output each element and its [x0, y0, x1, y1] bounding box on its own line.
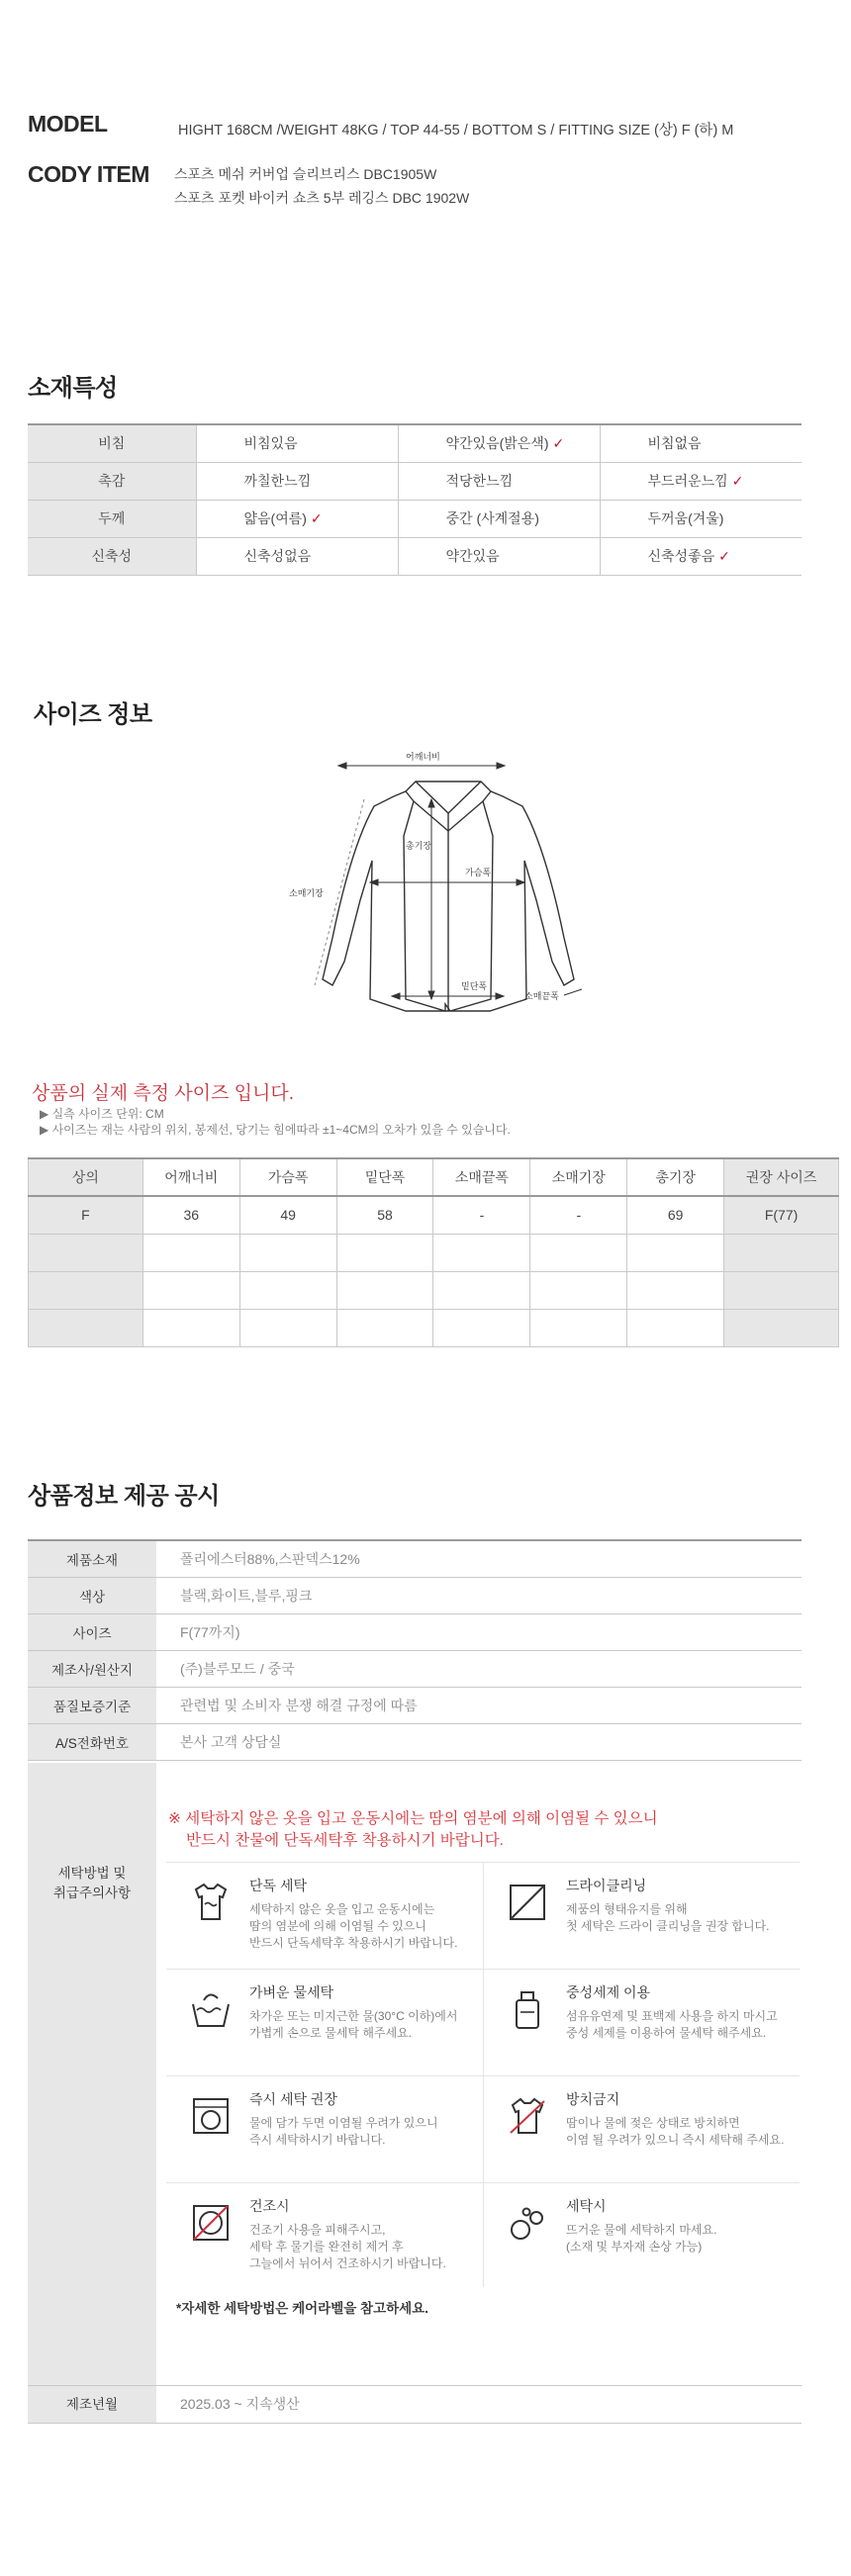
bubbles-icon: [505, 2200, 550, 2246]
material-row: [28, 537, 802, 575]
dry-cleaning-icon: [505, 1880, 550, 1925]
product-info-title: 상품정보 제공 공시: [28, 1483, 220, 1510]
product-info-value: 폴리에스터88%,스판덱스12%: [156, 1540, 802, 1577]
size-cell: [724, 1271, 839, 1309]
size-header-cell: 밑단폭: [336, 1158, 433, 1196]
product-info-row: [28, 1540, 802, 1577]
care-grid: [166, 1862, 800, 2287]
size-cell: -: [530, 1196, 627, 1234]
tshirt-wash-icon: [188, 1880, 234, 1925]
care-footnote: *자세한 세탁방법은 케어라벨을 참고하세요.: [176, 2301, 428, 2316]
care-item: [166, 2075, 483, 2182]
diagram-label-shoulder: 어깨너비: [406, 752, 440, 762]
material-option: [600, 500, 802, 537]
product-info-value: 본사 고객 상담실: [156, 1723, 802, 1760]
care-item-desc: 섬유유연제 및 표백제 사용을 하지 마시고: [566, 2009, 778, 2023]
product-info-label: 제조사/원산지: [28, 1650, 156, 1687]
product-info-row: [28, 1687, 802, 1723]
product-info-label: 색상: [28, 1577, 156, 1613]
material-option: [398, 424, 600, 462]
material-option-label: 두꺼움(겨울): [647, 510, 724, 526]
product-info-row: [28, 1723, 802, 1760]
care-item-desc: 중성 세제를 이용하여 물세탁 해주세요.: [566, 2026, 767, 2040]
size-cell: [239, 1271, 336, 1309]
size-header-cell: 권장 사이즈: [724, 1158, 839, 1196]
care-item-title: 즉시 세탁 권장: [249, 2091, 337, 2107]
size-row: [29, 1234, 839, 1271]
diagram-label-sleeve: 소매기장: [289, 888, 324, 898]
date-value: 2025.03 ~ 지속생산: [180, 2396, 300, 2412]
material-option-label: 중간 (사계절용): [445, 510, 539, 526]
diagram-label-cuff: 소매끝폭: [524, 991, 559, 1001]
product-info-value: F(77까지): [156, 1613, 802, 1650]
care-item: [483, 2075, 800, 2182]
cody-item-1: 스포츠 메쉬 커버업 슬리브리스 DBC1905W: [174, 166, 437, 182]
diagram-label-length: 총기장: [406, 841, 432, 851]
care-item-desc: 차가운 또는 미지근한 물(30°C 이하)에서: [249, 2009, 458, 2023]
care-item-title: 드라이클리닝: [566, 1878, 647, 1893]
size-cell: [530, 1309, 627, 1346]
material-option-label: 얇음(여름): [243, 510, 307, 526]
diagram-label-hem: 밑단폭: [461, 981, 488, 991]
care-item-desc: 즉시 세탁하시기 바랍니다.: [249, 2133, 386, 2147]
care-item-title: 건조시: [249, 2198, 290, 2214]
care-item-title: 세탁시: [566, 2198, 607, 2214]
wash-warning-2: 반드시 찬물에 단독세탁후 착용하시기 바랍니다.: [186, 1832, 504, 1849]
care-item-desc: 세탁하지 않은 옷을 입고 운동시에는: [249, 1902, 435, 1916]
care-item-desc: 그늘에서 뉘어서 건조하시기 바랍니다.: [249, 2256, 446, 2270]
material-option-label: 신축성없음: [243, 548, 312, 564]
care-item: [483, 1969, 800, 2075]
size-notice: 상품의 실제 측정 사이즈 입니다.: [32, 1083, 294, 1104]
size-header-cell: 소매기장: [530, 1158, 627, 1196]
care-item-desc: 물에 담가 두면 이염될 우려가 있으니: [249, 2116, 438, 2130]
check-mark-icon: ✓: [310, 510, 323, 526]
size-header-cell: 가슴폭: [239, 1158, 336, 1196]
material-option: [398, 537, 600, 575]
cody-label: CODY ITEM: [28, 161, 149, 187]
size-cell: [29, 1234, 143, 1271]
diagram-label-chest: 가슴폭: [465, 868, 492, 877]
material-option-label: 약간있음: [445, 548, 500, 564]
material-row-label: 두께: [28, 500, 196, 537]
material-option: [196, 424, 398, 462]
size-header-cell: 총기장: [627, 1158, 724, 1196]
size-cell: [627, 1271, 724, 1309]
material-option: [600, 537, 802, 575]
care-item-title: 중성세제 이용: [566, 1984, 651, 2000]
size-cell: [433, 1234, 530, 1271]
size-cell: 36: [142, 1196, 239, 1234]
material-option-label: 까칠한느낌: [243, 473, 312, 489]
date-row: [28, 2386, 802, 2424]
size-cell: [724, 1309, 839, 1346]
care-item-title: 단독 세탁: [249, 1878, 307, 1893]
care-item-desc: 땀이나 물에 젖은 상태로 방치하면: [566, 2116, 740, 2130]
care-item-desc: 첫 세탁은 드라이 클리닝을 권장 합니다.: [566, 1919, 770, 1933]
check-mark-icon: ✓: [718, 548, 730, 564]
size-cell: F(77): [724, 1196, 839, 1234]
care-item: [166, 2182, 483, 2289]
product-info-value: 관련법 및 소비자 분쟁 해결 규정에 따름: [156, 1687, 802, 1723]
size-cell: [724, 1234, 839, 1271]
size-cell: [336, 1309, 433, 1346]
material-table: [28, 423, 802, 576]
care-item: [166, 1862, 483, 1969]
washing-machine-icon: [188, 2093, 234, 2139]
material-row: [28, 462, 802, 500]
product-info-label: 품질보증기준: [28, 1687, 156, 1723]
product-info-label: 제품소재: [28, 1540, 156, 1577]
size-cell: [336, 1234, 433, 1271]
material-row-label: 비침: [28, 424, 196, 462]
product-info-table: [28, 1539, 802, 1761]
garment-size-diagram: [267, 752, 584, 1029]
material-row-label: 촉감: [28, 462, 196, 500]
material-option: [196, 462, 398, 500]
size-header-cell: 소매끝폭: [433, 1158, 530, 1196]
size-cell: [29, 1271, 143, 1309]
wash-section: [28, 1763, 802, 2386]
care-item-desc: (소재 및 부자재 손상 가능): [566, 2240, 703, 2254]
cody-item-2: 스포츠 포켓 바이커 쇼츠 5부 레깅스 DBC 1902W: [174, 190, 470, 206]
size-cell: [627, 1234, 724, 1271]
care-item-title: 방치금지: [566, 2091, 620, 2107]
detergent-icon: [505, 1986, 550, 2032]
material-option: [600, 462, 802, 500]
material-option: [398, 462, 600, 500]
size-cell: [433, 1271, 530, 1309]
material-option: [398, 500, 600, 537]
size-row: [29, 1309, 839, 1346]
product-info-label: 사이즈: [28, 1613, 156, 1650]
size-cell: 49: [239, 1196, 336, 1234]
check-mark-icon: ✓: [552, 435, 565, 452]
product-info-value: (주)블루모드 / 중국: [156, 1650, 802, 1687]
model-info: HIGHT 168CM /WEIGHT 48KG / TOP 44-55 / BOTTOM S / FITTING SIZE (상) F (하) M: [178, 123, 734, 138]
no-leave-icon: [505, 2093, 550, 2139]
size-cell: [239, 1234, 336, 1271]
material-row-label: 신축성: [28, 537, 196, 575]
material-option: [196, 500, 398, 537]
wash-label-2: 취급주의사항: [52, 1886, 132, 1900]
size-cell: [142, 1309, 239, 1346]
care-item-desc: 반드시 단독세탁후 착용하시기 바랍니다.: [249, 1936, 458, 1950]
wash-label-cell: [28, 1763, 156, 2385]
no-tumble-dry-icon: [188, 2200, 234, 2246]
size-cell: 58: [336, 1196, 433, 1234]
check-mark-icon: ✓: [731, 473, 744, 489]
care-item-desc: 뜨거운 물에 세탁하지 마세요.: [566, 2223, 717, 2237]
material-row: [28, 500, 802, 537]
care-item: [483, 1862, 800, 1969]
material-option: [600, 424, 802, 462]
size-row: [29, 1271, 839, 1309]
product-info-row: [28, 1650, 802, 1687]
material-option-label: 부드러운느낌: [647, 473, 728, 489]
size-header-cell: 어깨너비: [142, 1158, 239, 1196]
product-info-row: [28, 1577, 802, 1613]
size-cell: [530, 1271, 627, 1309]
size-cell: [239, 1309, 336, 1346]
care-item-desc: 제품의 형태유지를 위해: [566, 1902, 688, 1916]
material-option-label: 약간있음(밝은색): [445, 435, 549, 452]
hand-wash-icon: [188, 1986, 234, 2032]
date-label: 제조년월: [28, 2386, 156, 2423]
size-cell: 69: [627, 1196, 724, 1234]
size-info-title: 사이즈 정보: [34, 701, 152, 728]
material-row: [28, 424, 802, 462]
wash-label-1: 세탁방법 및: [57, 1866, 127, 1881]
product-info-value: 블랙,화이트,블루,핑크: [156, 1577, 802, 1613]
material-option: [196, 537, 398, 575]
care-item-desc: 세탁 후 물기를 완전히 제거 후: [249, 2240, 404, 2254]
care-item-desc: 땀의 염분에 의해 이염될 수 있으니: [249, 1919, 426, 1933]
material-option-label: 비침없음: [647, 435, 702, 452]
size-row: [29, 1196, 839, 1234]
wash-warning-1: ※ 세탁하지 않은 옷을 입고 운동시에는 땀의 염분에 의해 이염될 수 있으니: [168, 1810, 658, 1827]
material-option-label: 비침있음: [243, 435, 298, 452]
size-cell: [336, 1271, 433, 1309]
size-header-cell: 상의: [29, 1158, 143, 1196]
product-info-label: A/S전화번호: [28, 1723, 156, 1760]
size-cell: [433, 1309, 530, 1346]
size-cell: [530, 1234, 627, 1271]
size-note-2: ▶ 사이즈는 재는 사람의 위치, 봉제선, 당기는 힘에따라 ±1~4CM의 오차가 있을 수 있습니다.: [40, 1123, 511, 1137]
care-item: [483, 2182, 800, 2289]
size-cell: [142, 1271, 239, 1309]
care-item: [166, 1969, 483, 2075]
care-item-desc: 이염 될 우려가 있으니 즉시 세탁해 주세요.: [566, 2133, 785, 2147]
size-cell: [627, 1309, 724, 1346]
care-item-desc: 건조기 사용을 피해주시고,: [249, 2223, 386, 2237]
material-option-label: 신축성좋음: [647, 548, 715, 564]
material-title: 소재특성: [28, 375, 118, 402]
size-cell: F: [29, 1196, 143, 1234]
care-item-desc: 가볍게 손으로 물세탁 해주세요.: [249, 2026, 413, 2040]
size-table: [28, 1157, 839, 1347]
size-cell: [142, 1234, 239, 1271]
size-note-1: ▶ 실측 사이즈 단위: CM: [40, 1107, 164, 1121]
size-cell: [29, 1309, 143, 1346]
size-cell: -: [433, 1196, 530, 1234]
care-item-title: 가벼운 물세탁: [249, 1984, 334, 2000]
material-option-label: 적당한느낌: [445, 473, 514, 489]
product-info-row: [28, 1613, 802, 1650]
model-label: MODEL: [28, 111, 108, 137]
